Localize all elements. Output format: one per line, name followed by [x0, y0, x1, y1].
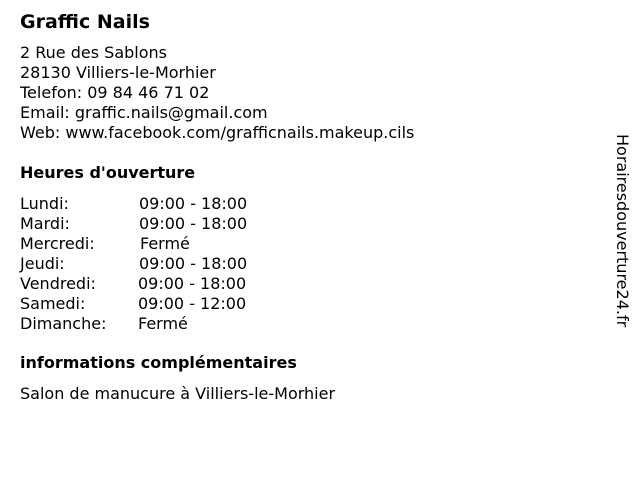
additional-info-text: Salon de manucure à Villiers-le-Morhier — [20, 384, 336, 403]
hours-row — [20, 294, 320, 314]
hours-time: 09:00 - 12:00 — [138, 294, 247, 313]
hours-row — [20, 274, 320, 294]
hours-time: 09:00 - 18:00 — [139, 214, 248, 233]
email-address: Email: graffic.nails@gmail.com — [20, 103, 268, 122]
hours-time: 09:00 - 18:00 — [139, 254, 248, 273]
opening-hours-table — [20, 194, 320, 334]
watermark-text: Horairesdouverture24.fr — [613, 134, 632, 328]
business-name: Graffic Nails — [20, 11, 150, 33]
hours-day: Lundi: — [20, 194, 69, 213]
site-watermark — [612, 134, 632, 374]
address-line-1: 2 Rue des Sablons — [20, 43, 167, 62]
hours-day: Mardi: — [20, 214, 70, 233]
hours-row — [20, 254, 320, 274]
phone-number: Telefon: 09 84 46 71 02 — [20, 83, 210, 102]
address-line-2: 28130 Villiers-le-Morhier — [20, 63, 216, 82]
hours-row — [20, 314, 320, 334]
hours-row — [20, 234, 320, 254]
hours-time: 09:00 - 18:00 — [139, 194, 248, 213]
hours-time: Fermé — [140, 234, 190, 253]
hours-row — [20, 214, 320, 234]
hours-day: Jeudi: — [20, 254, 65, 273]
opening-hours-heading: Heures d'ouverture — [20, 163, 196, 182]
website-address: Web: www.facebook.com/grafficnails.makeup.cils — [20, 123, 415, 142]
additional-info-heading: informations complémentaires — [20, 353, 297, 372]
hours-time: Fermé — [138, 314, 188, 333]
hours-time: 09:00 - 18:00 — [138, 274, 247, 293]
contact-details — [20, 43, 414, 143]
hours-row — [20, 194, 320, 214]
hours-day: Dimanche: — [20, 314, 107, 333]
hours-day: Samedi: — [20, 294, 86, 313]
hours-day: Vendredi: — [20, 274, 96, 293]
hours-day: Mercredi: — [20, 234, 95, 253]
